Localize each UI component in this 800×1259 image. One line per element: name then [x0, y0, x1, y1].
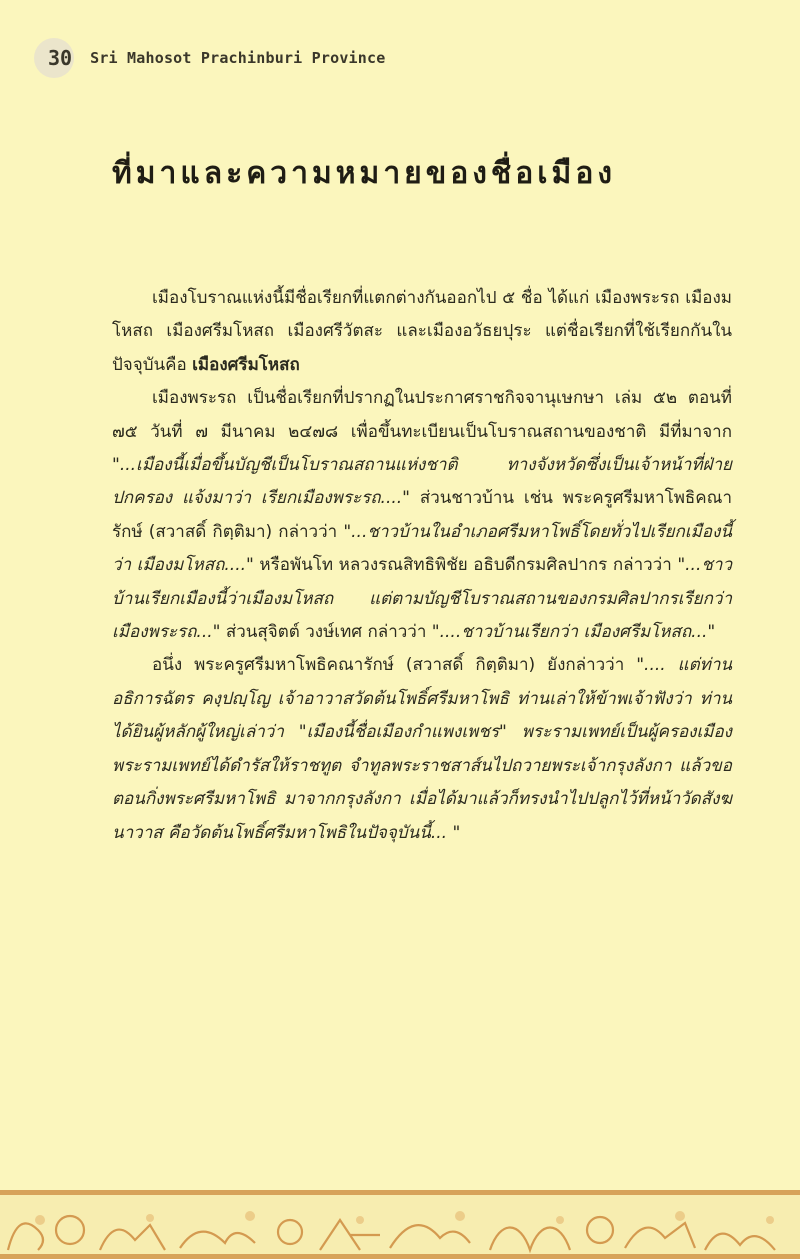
running-title: Sri Mahosot Prachinburi Province	[90, 49, 386, 67]
text-run: เมืองพระรถ เป็นชื่อเรียกที่ปรากฏในประกาศราชกิจจานุเษกษา เล่ม ๕๒ ตอนที่ ๗๕ วันที่ ๗ มีนาคม ๒๔๗๘ เพื่อขึ้นทะเบียนเป็นโบราณสถานของชาติ มีที่มาจาก	[112, 388, 732, 442]
chapter-title: ที่มาและความหมายของชื่อเมือง	[112, 156, 616, 191]
page-number: 30	[48, 46, 73, 70]
body-text	[112, 282, 732, 850]
quotation: "...ชาวบ้านเรียกเมืองนี้ว่าเมืองมโหสถ แต่ตามบัญชีโบราณสถานของกรมศิลปากรเรียกว่าเมืองพระรถ..."	[112, 555, 732, 643]
text-run: ส่วนสุจิตต์ วงษ์เทศ กล่าวว่า	[220, 622, 432, 643]
quotation: ".... แต่ท่านอธิการฉัตร คงฺปญฺโญ เจ้าอาวาสวัดต้นโพธิ์ศรีมหาโพธิ ท่านเล่าให้ข้าพเจ้าฟังว่า ท่านได้ยินผู้หลักผู้ใหญ่เล่าว่า "เมืองนี้ชื่อเมืองกำแพงเพชร" พระรามเพทย์เป็นผู้ครองเมือง พระรามเพทย์ได้ดำรัสให้ราชทูต จำทูลพระราชสาส์นไปถวายพระเจ้ากรุงลังกา แล้วขอตอนกิ่งพระศรีมหาโพธิ มาจากกรุงลังกา เมื่อได้มาแล้วก็ทรงนำไปปลูกไว้ที่หน้าวัดสังฆนาวาส คือวัดต้นโพธิ์ศรีมหาโพธิในปัจจุบันนี้... "	[112, 655, 732, 843]
paragraph	[112, 382, 732, 649]
decorative-footer-border	[0, 1190, 800, 1259]
text-run: อนึ่ง พระครูศรีมหาโพธิคณารักษ์ (สวาสดิ์ กิตฺติมา) ยังกล่าวว่า	[152, 655, 637, 676]
emphasis: เมืองศรีมโหสถ	[192, 354, 300, 375]
quotation: "....ชาวบ้านเรียกว่า เมืองศรีมโหสถ..."	[431, 622, 716, 643]
paragraph	[112, 282, 732, 382]
text-run: หรือพันโท หลวงรณสิทธิพิชัย อธิบดีกรมศิลปากร กล่าวว่า	[253, 555, 678, 576]
page-header	[34, 38, 385, 78]
ornament-frieze-icon	[0, 1190, 800, 1259]
paragraph	[112, 649, 732, 849]
text-run: เมืองโบราณแห่งนี้มีชื่อเรียกที่แตกต่างกันออกไป ๕ ชื่อ ได้แก่ เมืองพระรถ เมืองมโหสถ เมืองศรีมโหสถ เมืองศรีวัตสะ และเมืองอวัธยปุระ แต่ชื่อเรียกที่ใช้เรียกกันในปัจจุบันคือ	[112, 288, 732, 375]
text-run: ส่วนชาวบ้าน เช่น พระครูศรีมหาโพธิคณารักษ์ (สวาสดิ์ กิตฺติมา) กล่าวว่า	[112, 488, 732, 542]
quotation: "...ชาวบ้านในอำเภอศรีมหาโพธิ์โดยทั่วไปเรียกเมืองนี้ว่า เมืองมโหสถ...."	[112, 521, 732, 576]
quotation: "...เมืองนี้เมื่อขึ้นบัญชีเป็นโบราณสถานแห่งชาติ ทางจังหวัดซึ่งเป็นเจ้าหน้าที่ฝ่ายปกครอง แจ้งมาว่า เรียกเมืองพระรถ...."	[112, 455, 732, 509]
